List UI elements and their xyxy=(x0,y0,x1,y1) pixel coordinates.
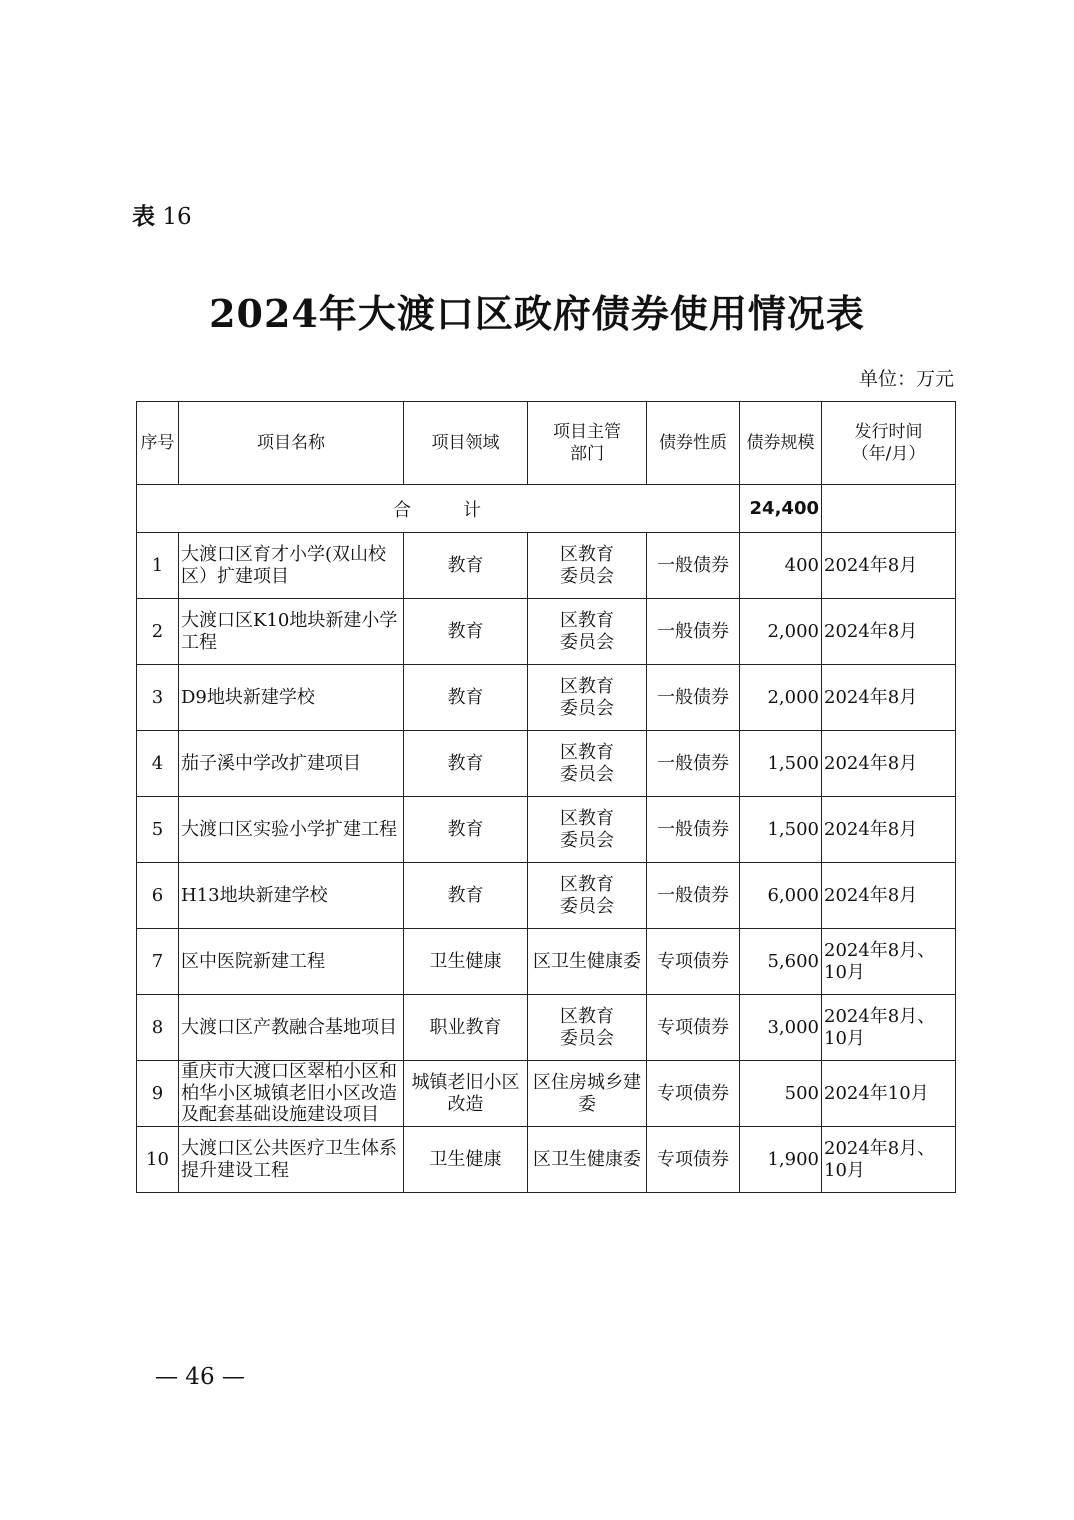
row-project-name: 大渡口区K10地块新建小学工程 xyxy=(179,599,404,665)
row-dept-line2: 委员会 xyxy=(560,697,614,719)
total-value: 24,400 xyxy=(740,485,822,533)
header-dept-line1: 项目主管 xyxy=(553,421,621,442)
table-label-number: 16 xyxy=(162,204,192,230)
row-project-name: 茄子溪中学改扩建项目 xyxy=(179,731,404,797)
row-bond-type: 一般债券 xyxy=(647,533,740,599)
row-bond-type: 专项债券 xyxy=(647,1061,740,1127)
row-dept xyxy=(528,1127,647,1193)
row-scale: 3,000 xyxy=(740,995,822,1061)
row-dept-line2: 委员会 xyxy=(560,829,614,851)
row-scale: 1,500 xyxy=(740,797,822,863)
row-dept xyxy=(528,533,647,599)
row-dept xyxy=(528,731,647,797)
row-dept-line1: 区卫生健康委 xyxy=(533,1148,641,1170)
table-label xyxy=(132,198,192,231)
row-issue-time: 2024年8月、10月 xyxy=(822,929,956,995)
row-index: 10 xyxy=(137,1127,179,1193)
row-issue-time: 2024年8月、10月 xyxy=(822,1127,956,1193)
row-bond-type: 专项债券 xyxy=(647,929,740,995)
page-number: — 46 — xyxy=(155,1364,245,1390)
row-index: 1 xyxy=(137,533,179,599)
row-field: 教育 xyxy=(404,665,528,731)
row-project-name: 大渡口区育才小学(双山校区）扩建项目 xyxy=(179,533,404,599)
row-dept xyxy=(528,995,647,1061)
row-dept-line1: 区教育 xyxy=(560,543,614,565)
table-row xyxy=(137,1061,956,1127)
header-index: 序号 xyxy=(137,402,179,485)
row-dept-line1: 区教育 xyxy=(560,873,614,895)
row-scale: 500 xyxy=(740,1061,822,1127)
row-index: 7 xyxy=(137,929,179,995)
row-bond-type: 一般债券 xyxy=(647,731,740,797)
row-index: 9 xyxy=(137,1061,179,1127)
row-dept-line2: 委员会 xyxy=(560,565,614,587)
row-index: 4 xyxy=(137,731,179,797)
row-bond-type: 专项债券 xyxy=(647,1127,740,1193)
row-project-name: 大渡口区产教融合基地项目 xyxy=(179,995,404,1061)
table-row xyxy=(137,863,956,929)
row-dept-line1: 区教育 xyxy=(560,741,614,763)
table-label-prefix: 表 xyxy=(132,204,155,230)
page-title: 2024年大渡口区政府债券使用情况表 xyxy=(209,291,865,336)
row-issue-time: 2024年8月 xyxy=(822,533,956,599)
table-header-row xyxy=(137,402,956,485)
row-dept-line1: 区教育 xyxy=(560,1005,614,1027)
table-row xyxy=(137,665,956,731)
header-bond-type: 债券性质 xyxy=(647,402,740,485)
total-row xyxy=(137,485,956,533)
table-row xyxy=(137,797,956,863)
header-dept-line2: 部门 xyxy=(570,444,604,464)
row-dept-line2: 委员会 xyxy=(560,895,614,917)
row-scale: 400 xyxy=(740,533,822,599)
row-field: 城镇老旧小区改造 xyxy=(404,1061,528,1127)
row-scale: 5,600 xyxy=(740,929,822,995)
row-index: 8 xyxy=(137,995,179,1061)
table-row xyxy=(137,533,956,599)
row-field: 教育 xyxy=(404,533,528,599)
row-dept-line1: 区教育 xyxy=(560,807,614,829)
row-dept xyxy=(528,929,647,995)
row-dept xyxy=(528,863,647,929)
row-issue-time: 2024年8月、10月 xyxy=(822,995,956,1061)
header-scale: 债券规模 xyxy=(740,402,822,485)
row-index: 2 xyxy=(137,599,179,665)
row-issue-time: 2024年8月 xyxy=(822,797,956,863)
total-empty-cell xyxy=(822,485,956,533)
row-dept xyxy=(528,797,647,863)
table-row xyxy=(137,599,956,665)
row-scale: 1,500 xyxy=(740,731,822,797)
row-dept-line1: 区教育 xyxy=(560,609,614,631)
row-field: 卫生健康 xyxy=(404,1127,528,1193)
row-project-name: 大渡口区实验小学扩建工程 xyxy=(179,797,404,863)
row-field: 教育 xyxy=(404,797,528,863)
row-dept xyxy=(528,665,647,731)
row-scale: 2,000 xyxy=(740,665,822,731)
row-index: 3 xyxy=(137,665,179,731)
table-row xyxy=(137,1127,956,1193)
bond-usage-table xyxy=(136,401,956,1193)
row-dept-line1: 区住房城乡建委 xyxy=(533,1071,641,1115)
row-dept-line2: 委员会 xyxy=(560,631,614,653)
row-bond-type: 一般债券 xyxy=(647,797,740,863)
row-issue-time: 2024年8月 xyxy=(822,863,956,929)
header-time-line1: 发行时间 xyxy=(854,421,923,442)
header-dept xyxy=(528,402,647,485)
row-bond-type: 一般债券 xyxy=(647,665,740,731)
row-dept-line2: 委员会 xyxy=(560,1027,614,1049)
header-time-line2: （年/月） xyxy=(851,444,926,464)
row-bond-type: 一般债券 xyxy=(647,863,740,929)
table-row xyxy=(137,929,956,995)
row-issue-time: 2024年8月 xyxy=(822,731,956,797)
row-dept xyxy=(528,599,647,665)
table-row xyxy=(137,731,956,797)
row-field: 职业教育 xyxy=(404,995,528,1061)
row-scale: 2,000 xyxy=(740,599,822,665)
row-issue-time: 2024年8月 xyxy=(822,665,956,731)
row-bond-type: 专项债券 xyxy=(647,995,740,1061)
row-issue-time: 2024年10月 xyxy=(822,1061,956,1127)
row-scale: 6,000 xyxy=(740,863,822,929)
row-dept xyxy=(528,1061,647,1127)
row-dept-line1: 区卫生健康委 xyxy=(533,950,641,972)
row-project-name: 重庆市大渡口区翠柏小区和柏华小区城镇老旧小区改造及配套基础设施建设项目 xyxy=(179,1061,404,1127)
row-index: 5 xyxy=(137,797,179,863)
row-index: 6 xyxy=(137,863,179,929)
row-project-name: H13地块新建学校 xyxy=(179,863,404,929)
row-dept-line1: 区教育 xyxy=(560,675,614,697)
row-dept-line2: 委员会 xyxy=(560,763,614,785)
row-bond-type: 一般债券 xyxy=(647,599,740,665)
row-scale: 1,900 xyxy=(740,1127,822,1193)
row-issue-time: 2024年8月 xyxy=(822,599,956,665)
row-field: 卫生健康 xyxy=(404,929,528,995)
row-project-name: 大渡口区公共医疗卫生体系提升建设工程 xyxy=(179,1127,404,1193)
row-field: 教育 xyxy=(404,731,528,797)
total-label: 合计 xyxy=(137,485,740,533)
row-project-name: 区中医院新建工程 xyxy=(179,929,404,995)
header-name: 项目名称 xyxy=(179,402,404,485)
table-row xyxy=(137,995,956,1061)
row-field: 教育 xyxy=(404,863,528,929)
unit-note: 单位：万元 xyxy=(858,368,954,390)
row-field: 教育 xyxy=(404,599,528,665)
header-field: 项目领域 xyxy=(404,402,528,485)
row-project-name: D9地块新建学校 xyxy=(179,665,404,731)
header-time xyxy=(822,402,956,485)
